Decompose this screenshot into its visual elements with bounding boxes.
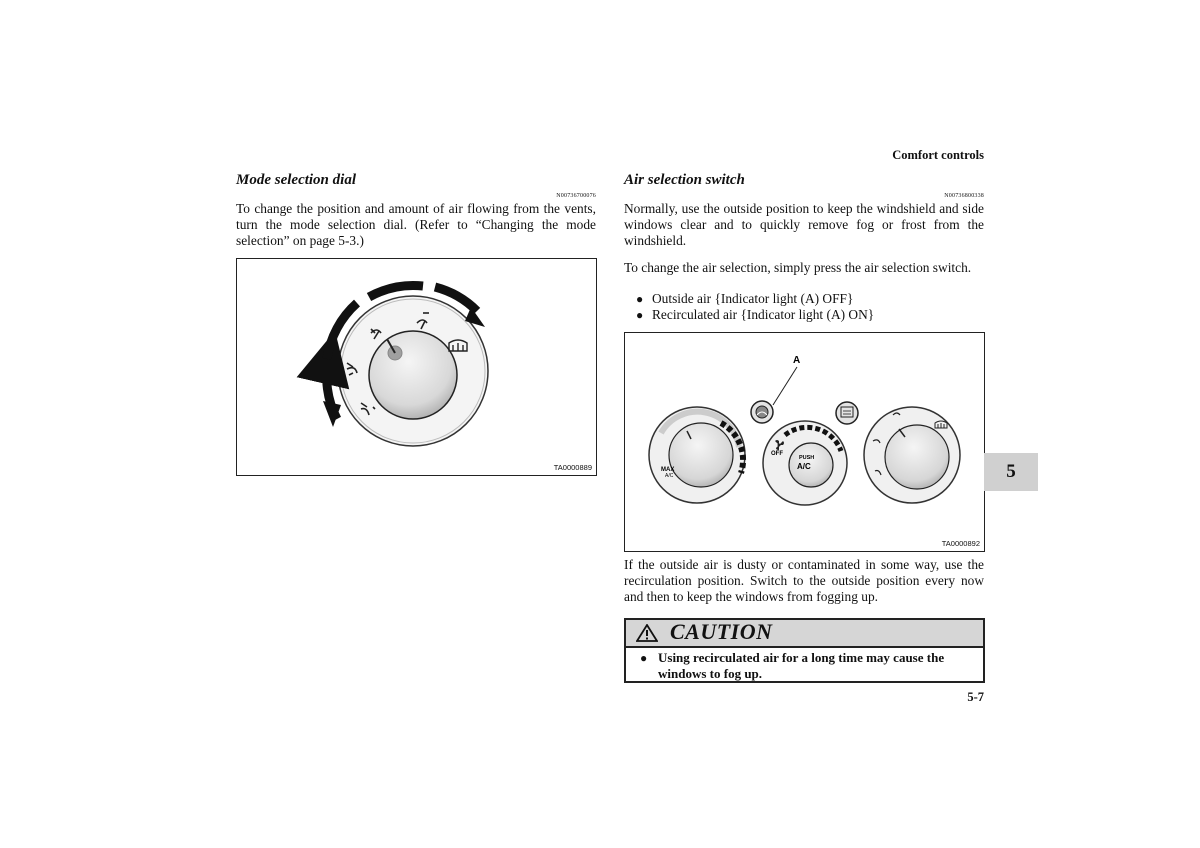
caution-box [624, 618, 985, 683]
page-number: 5-7 [967, 690, 984, 704]
air-selection-paragraph-2: To change the air selection, simply press the air selection switch. [624, 260, 972, 275]
warning-triangle-icon [636, 624, 658, 642]
indicator-label-a: A [793, 355, 801, 366]
mode-dial-knob-right[interactable] [885, 425, 949, 489]
air-selection-title: Air selection switch [624, 172, 745, 188]
climate-panel-figure-code: TA0000892 [941, 539, 980, 548]
temperature-dial-knob[interactable] [669, 423, 733, 487]
caution-item: ● Using recirculated air for a long time may cause the windows to fog up. [640, 650, 973, 682]
mode-dial-illustration [237, 259, 596, 475]
air-selection-paragraph-3: If the outside air is dusty or contaminated in some way, use the recirculation position. Switch to the outside position every now and then to keep the windows from fogging up. [624, 557, 984, 604]
air-selection-code: N00736800338 [944, 193, 984, 199]
mode-selection-paragraph: To change the position and amount of air flowing from the vents, turn the mode selection dial. (Refer to “Changing the mode selection” on page 5-3.) [236, 201, 596, 248]
max-label: MAX [661, 467, 675, 473]
mode-dial-figure [236, 258, 597, 476]
caution-title: CAUTION [670, 619, 773, 644]
climate-panel-figure [624, 332, 985, 552]
mode-dial-figure-code: TA0000889 [553, 463, 592, 472]
bullet-recirculated-air: ● Recirculated air {Indicator light (A) ON} [624, 307, 984, 323]
mode-selection-code: N00736700076 [556, 193, 596, 199]
running-header: Comfort controls [892, 148, 984, 162]
push-label: PUSH [799, 455, 815, 461]
chapter-tab-number: 5 [1006, 461, 1016, 482]
air-selection-paragraph-1: Normally, use the outside position to keep the windshield and side windows clear and to quickly remove fog or frost from the windshield. [624, 201, 984, 248]
chapter-tab [984, 453, 1038, 491]
caution-header [626, 620, 983, 648]
ac-button-label[interactable]: A/C [797, 462, 811, 471]
air-selection-bullets [624, 291, 984, 323]
rear-defroster-button[interactable] [836, 402, 858, 424]
fan-speed-knob[interactable] [789, 443, 833, 487]
fan-off-label: OFF [771, 451, 783, 457]
mode-dial-knob[interactable] [369, 331, 457, 419]
mode-selection-title: Mode selection dial [236, 172, 356, 188]
max-ac-label: A/C [665, 473, 674, 479]
climate-panel-illustration [625, 333, 984, 551]
bullet-outside-air: ● Outside air {Indicator light (A) OFF} [624, 291, 984, 307]
